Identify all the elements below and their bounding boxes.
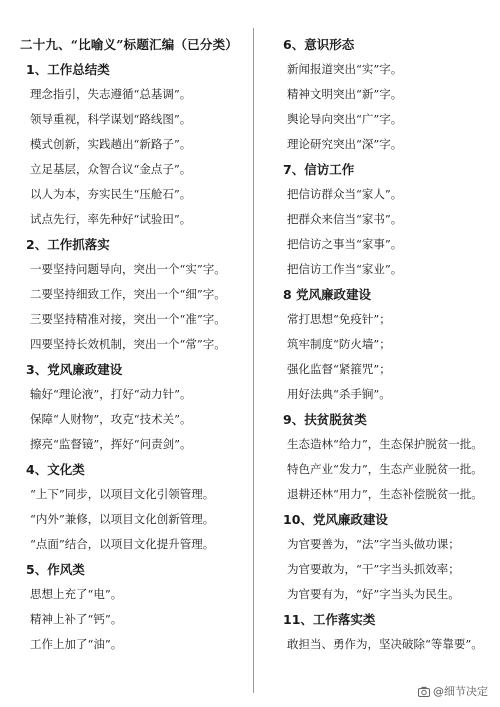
camera-icon	[418, 686, 430, 697]
section	[20, 357, 245, 457]
list-item: 工作上加了“油”。	[30, 637, 123, 651]
list-item: 为官要敢为，“干”字当头抓效率；	[287, 562, 460, 576]
section-heading: 2、工作抓落实	[26, 237, 110, 252]
section-heading: 5、作风类	[26, 562, 85, 577]
list-item: 筑牢制度“防火墙”；	[287, 337, 391, 351]
list-item: 领导重视，科学谋划“路线图”。	[30, 112, 192, 126]
list-item: 精神上补了“钙”。	[30, 612, 123, 626]
list-item: “上下”同步，以项目文化引领管理。	[30, 487, 215, 501]
list-item: 思想上充了“电”。	[30, 587, 123, 601]
section-heading: 3、党风廉政建设	[26, 362, 123, 377]
section	[275, 507, 495, 607]
section	[275, 407, 495, 507]
list-item: 一要坚持问题导向，突出一个“实”字。	[30, 262, 226, 276]
list-item: 新闻报道突出“实”字。	[287, 62, 403, 76]
list-item: 把信访之事当“家事”。	[287, 237, 403, 251]
section-heading: 6、意识形态	[283, 37, 355, 52]
section	[20, 57, 245, 232]
section	[275, 32, 495, 157]
section	[20, 232, 245, 357]
list-item: 强化监督“紧箍咒”；	[287, 362, 391, 376]
list-item: 试点先行，率先种好“试验田”。	[30, 212, 192, 226]
section	[275, 282, 495, 407]
document-title: 二十九、“比喻义”标题汇编（已分类）	[20, 37, 238, 52]
list-item: 舆论导向突出“广”字。	[287, 112, 403, 126]
list-item: 以人为本，夯实民生“压舱石”。	[30, 187, 192, 201]
list-item: 模式创新，实践趟出“新路子”。	[30, 137, 192, 151]
list-item: 为官要善为，“法”字当头做功课；	[287, 537, 460, 551]
section	[20, 457, 245, 557]
list-item: 四要坚持长效机制，突出一个“常”字。	[30, 337, 226, 351]
list-item: 敢担当、勇作为，坚决破除“等靠要”。	[287, 637, 483, 651]
section	[20, 557, 245, 657]
right-column	[275, 32, 495, 657]
list-item: 为官要有为，“好”字当头为民生。	[287, 587, 460, 601]
list-item: 理念指引，失志遵循“总基调”。	[30, 87, 192, 101]
column-divider	[253, 28, 254, 693]
section-heading: 7、信访工作	[283, 162, 355, 177]
list-item: 把群众来信当“家书”。	[287, 212, 403, 226]
section-heading: 11、工作落实类	[283, 612, 376, 627]
list-item: 退耕还林“用力”，生态补偿脱贫一批。	[287, 487, 483, 501]
right-sections	[275, 32, 495, 657]
list-item: 把信访群众当“家人”。	[287, 187, 403, 201]
section	[275, 607, 495, 657]
watermark	[418, 683, 488, 699]
list-item: “内外”兼修，以项目文化创新管理。	[30, 512, 215, 526]
list-item: 三要坚持精准对接，突出一个“准”字。	[30, 312, 226, 326]
list-item: 立足基层，众智合议“金点子”。	[30, 162, 192, 176]
list-item: “点面”结合，以项目文化提升管理。	[30, 537, 215, 551]
list-item: 擦亮“监督镜”，挥好“问责剑”。	[30, 437, 192, 451]
list-item: 输好“理论液”，打好“动力针”。	[30, 387, 192, 401]
list-item: 把信访工作当“家业”。	[287, 262, 403, 276]
section-heading: 10、党风廉政建设	[283, 512, 388, 527]
section-heading: 1、工作总结类	[26, 62, 110, 77]
left-column	[20, 32, 245, 657]
section-heading: 9、扶贫脱贫类	[283, 412, 367, 427]
section	[275, 157, 495, 282]
list-item: 用好法典“杀手锏”。	[287, 387, 391, 401]
list-item: 特色产业“发力”，生态产业脱贫一批。	[287, 462, 483, 476]
left-sections	[20, 57, 245, 657]
list-item: 生态造林“给力”，生态保护脱贫一批。	[287, 437, 483, 451]
list-item: 常打思想“免疫针”；	[287, 312, 391, 326]
list-item: 理论研究突出“深”字。	[287, 137, 403, 151]
list-item: 精神文明突出“新”字。	[287, 87, 403, 101]
watermark-text: @细节决定	[433, 685, 488, 698]
list-item: 二要坚持细致工作，突出一个“细”字。	[30, 287, 226, 301]
list-item: 保障“人财物”，攻克“技术关”。	[30, 412, 192, 426]
section-heading: 4、文化类	[26, 462, 85, 477]
section-heading: 8 党风廉政建设	[283, 287, 372, 302]
